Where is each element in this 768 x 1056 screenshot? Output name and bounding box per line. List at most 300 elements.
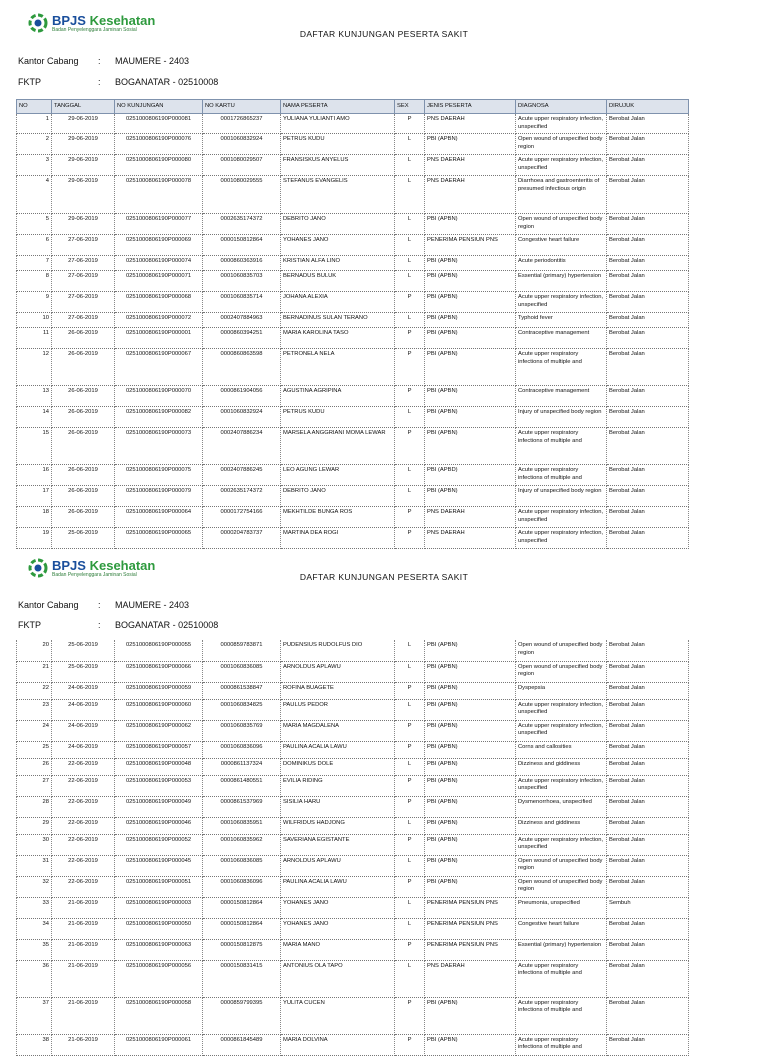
cell-diagnosa: Acute upper respiratory infection, unspecified bbox=[516, 507, 607, 528]
cell-no-kunjungan: 0251000806190P000001 bbox=[115, 328, 203, 349]
cell-diagnosa: Acute upper respiratory infection, unspecified bbox=[516, 528, 607, 549]
cell-tanggal: 22-06-2019 bbox=[52, 876, 115, 897]
cell-dirujuk: Berobat Jalan bbox=[607, 796, 689, 817]
cell-dirujuk: Berobat Jalan bbox=[607, 349, 689, 386]
cell-jenis-peserta: PBI (APBN) bbox=[425, 661, 516, 682]
cell-no-kunjungan: 0251000806190P000074 bbox=[115, 256, 203, 271]
kantor-cabang-label: Kantor Cabang bbox=[18, 56, 79, 66]
cell-nama-peserta: EVILIA RIDING bbox=[281, 775, 395, 796]
cell-nama-peserta: MARIA MAGDALENA bbox=[281, 720, 395, 741]
cell-sex: P bbox=[395, 386, 425, 407]
cell-no-kartu: 0001060836085 bbox=[203, 855, 281, 876]
cell-no-kunjungan: 0251000806190P000068 bbox=[115, 292, 203, 313]
cell-no-kartu: 0001080029507 bbox=[203, 155, 281, 176]
table-row bbox=[17, 876, 689, 897]
table-row bbox=[17, 292, 689, 313]
cell-diagnosa: Open wound of unspecified body region bbox=[516, 855, 607, 876]
cell-no: 35 bbox=[17, 939, 52, 960]
cell-jenis-peserta: PNS DAERAH bbox=[425, 176, 516, 214]
cell-no-kunjungan: 0251000806190P000063 bbox=[115, 939, 203, 960]
table-row bbox=[17, 528, 689, 549]
column-header-diagnosa: DIAGNOSA bbox=[516, 100, 607, 114]
cell-tanggal: 27-06-2019 bbox=[52, 256, 115, 271]
cell-jenis-peserta: PBI (APBN) bbox=[425, 386, 516, 407]
cell-dirujuk: Berobat Jalan bbox=[607, 720, 689, 741]
cell-sex: L bbox=[395, 855, 425, 876]
cell-jenis-peserta: PNS DAERAH bbox=[425, 528, 516, 549]
cell-tanggal: 22-06-2019 bbox=[52, 855, 115, 876]
cell-diagnosa: Acute upper respiratory infections of multiple and bbox=[516, 960, 607, 997]
cell-sex: P bbox=[395, 720, 425, 741]
cell-jenis-peserta: PBI (APBN) bbox=[425, 997, 516, 1034]
column-header-nama-peserta: NAMA PESERTA bbox=[281, 100, 395, 114]
cell-diagnosa: Typhoid fever bbox=[516, 313, 607, 328]
cell-diagnosa: Congestive heart failure bbox=[516, 918, 607, 939]
cell-sex: P bbox=[395, 528, 425, 549]
cell-no-kunjungan: 0251000806190P000076 bbox=[115, 134, 203, 155]
cell-dirujuk: Berobat Jalan bbox=[607, 775, 689, 796]
cell-nama-peserta: PAULINA ACALIA LAWU bbox=[281, 876, 395, 897]
cell-no: 20 bbox=[17, 640, 52, 661]
cell-dirujuk: Berobat Jalan bbox=[607, 235, 689, 256]
fktp-label: FKTP bbox=[18, 620, 42, 630]
cell-tanggal: 22-06-2019 bbox=[52, 796, 115, 817]
cell-jenis-peserta: PBI (APBN) bbox=[425, 741, 516, 758]
cell-tanggal: 26-06-2019 bbox=[52, 328, 115, 349]
table-row bbox=[17, 775, 689, 796]
cell-no: 16 bbox=[17, 465, 52, 486]
cell-no: 31 bbox=[17, 855, 52, 876]
fktp-row bbox=[18, 620, 218, 630]
cell-diagnosa: Essential (primary) hypertension bbox=[516, 939, 607, 960]
logo-name-part2: Kesehatan bbox=[89, 557, 156, 573]
cell-no: 38 bbox=[17, 1034, 52, 1055]
cell-no-kartu: 0002407886245 bbox=[203, 465, 281, 486]
cell-tanggal: 29-06-2019 bbox=[52, 176, 115, 214]
cell-no: 24 bbox=[17, 720, 52, 741]
fktp-value: BOGANATAR - 02510008 bbox=[115, 620, 219, 630]
cell-nama-peserta: BERNADINUS SULAN TERANO bbox=[281, 313, 395, 328]
cell-jenis-peserta: PBI (APBN) bbox=[425, 758, 516, 775]
logo-tagline: Badan Penyelenggara Jaminan Sosial bbox=[52, 26, 137, 33]
cell-no-kunjungan: 0251000806190P000061 bbox=[115, 1034, 203, 1055]
cell-diagnosa: Contraceptive management bbox=[516, 386, 607, 407]
table-row bbox=[17, 661, 689, 682]
cell-sex: L bbox=[395, 817, 425, 834]
cell-jenis-peserta: PENERIMA PENSIUN PNS bbox=[425, 939, 516, 960]
cell-nama-peserta: MARSELA ANGGRIANI MOMA LEWAR bbox=[281, 428, 395, 465]
cell-dirujuk: Berobat Jalan bbox=[607, 661, 689, 682]
cell-no-kunjungan: 0251000806190P000057 bbox=[115, 741, 203, 758]
table-row bbox=[17, 897, 689, 918]
cell-sex: L bbox=[395, 640, 425, 661]
cell-dirujuk: Berobat Jalan bbox=[607, 758, 689, 775]
cell-nama-peserta: YOHANES JANO bbox=[281, 918, 395, 939]
cell-nama-peserta: SISILIA HARU bbox=[281, 796, 395, 817]
cell-dirujuk: Berobat Jalan bbox=[607, 507, 689, 528]
kantor-cabang-separator: : bbox=[98, 56, 101, 66]
cell-no-kunjungan: 0251000806190P000064 bbox=[115, 507, 203, 528]
table-row bbox=[17, 758, 689, 775]
cell-no-kartu: 0000150831415 bbox=[203, 960, 281, 997]
cell-nama-peserta: PETRONELA NELA bbox=[281, 349, 395, 386]
cell-no: 1 bbox=[17, 114, 52, 134]
cell-nama-peserta: STEFANUS EVANGELIS bbox=[281, 176, 395, 214]
cell-nama-peserta: BERNADUS BULUK bbox=[281, 271, 395, 292]
cell-sex: L bbox=[395, 897, 425, 918]
cell-diagnosa: Dizziness and giddiness bbox=[516, 817, 607, 834]
cell-nama-peserta: PETRUS KUDU bbox=[281, 134, 395, 155]
table-row bbox=[17, 1034, 689, 1055]
cell-no-kartu: 0001060835703 bbox=[203, 271, 281, 292]
table-row bbox=[17, 855, 689, 876]
cell-no: 11 bbox=[17, 328, 52, 349]
cell-no: 21 bbox=[17, 661, 52, 682]
cell-no: 22 bbox=[17, 682, 52, 699]
cell-no: 18 bbox=[17, 507, 52, 528]
cell-no-kartu: 0001060834825 bbox=[203, 699, 281, 720]
cell-nama-peserta: PAULINA ACALIA LAWU bbox=[281, 741, 395, 758]
cell-dirujuk: Berobat Jalan bbox=[607, 328, 689, 349]
cell-dirujuk: Berobat Jalan bbox=[607, 876, 689, 897]
cell-tanggal: 27-06-2019 bbox=[52, 271, 115, 292]
cell-diagnosa: Acute upper respiratory infection, unspecified bbox=[516, 114, 607, 134]
cell-sex: P bbox=[395, 876, 425, 897]
table-row bbox=[17, 817, 689, 834]
table-row bbox=[17, 997, 689, 1034]
column-header-no: NO bbox=[17, 100, 52, 114]
cell-sex: P bbox=[395, 428, 425, 465]
cell-no-kunjungan: 0251000806190P000059 bbox=[115, 682, 203, 699]
cell-sex: P bbox=[395, 114, 425, 134]
column-header-no-kartu: NO KARTU bbox=[203, 100, 281, 114]
cell-dirujuk: Berobat Jalan bbox=[607, 386, 689, 407]
cell-no-kunjungan: 0251000806190P000073 bbox=[115, 428, 203, 465]
cell-sex: L bbox=[395, 661, 425, 682]
cell-jenis-peserta: PBI (APBN) bbox=[425, 407, 516, 428]
cell-nama-peserta: DEBRITO JANO bbox=[281, 486, 395, 507]
table-row bbox=[17, 796, 689, 817]
cell-no-kunjungan: 0251000806190P000056 bbox=[115, 960, 203, 997]
cell-jenis-peserta: PBI (APBD) bbox=[425, 465, 516, 486]
cell-sex: L bbox=[395, 960, 425, 997]
cell-jenis-peserta: PBI (APBN) bbox=[425, 834, 516, 855]
kantor-cabang-row bbox=[18, 600, 189, 610]
cell-no-kunjungan: 0251000806190P000081 bbox=[115, 114, 203, 134]
cell-nama-peserta: MARTINA DEA ROGI bbox=[281, 528, 395, 549]
cell-no: 19 bbox=[17, 528, 52, 549]
cell-diagnosa: Acute upper respiratory infection, unspecified bbox=[516, 720, 607, 741]
cell-tanggal: 29-06-2019 bbox=[52, 114, 115, 134]
cell-dirujuk: Berobat Jalan bbox=[607, 682, 689, 699]
cell-no-kunjungan: 0251000806190P000045 bbox=[115, 855, 203, 876]
cell-nama-peserta: WILFRIDUS HADJONG bbox=[281, 817, 395, 834]
cell-dirujuk: Berobat Jalan bbox=[607, 214, 689, 235]
cell-no-kartu: 0000172754166 bbox=[203, 507, 281, 528]
cell-diagnosa: Open wound of unspecified body region bbox=[516, 214, 607, 235]
cell-sex: P bbox=[395, 328, 425, 349]
document-title: DAFTAR KUNJUNGAN PESERTA SAKIT bbox=[299, 29, 469, 39]
cell-no: 4 bbox=[17, 176, 52, 214]
cell-no-kartu: 0001060836085 bbox=[203, 661, 281, 682]
cell-no: 36 bbox=[17, 960, 52, 997]
cell-nama-peserta: ARNOLDUS APLAWU bbox=[281, 661, 395, 682]
cell-diagnosa: Contraceptive management bbox=[516, 328, 607, 349]
cell-no-kartu: 0001060836096 bbox=[203, 741, 281, 758]
cell-no-kunjungan: 0251000806190P000049 bbox=[115, 796, 203, 817]
cell-tanggal: 27-06-2019 bbox=[52, 313, 115, 328]
cell-diagnosa: Acute upper respiratory infections of multiple and bbox=[516, 1034, 607, 1055]
table-row bbox=[17, 428, 689, 465]
cell-no-kartu: 0000860363916 bbox=[203, 256, 281, 271]
cell-dirujuk: Berobat Jalan bbox=[607, 134, 689, 155]
cell-tanggal: 22-06-2019 bbox=[52, 834, 115, 855]
cell-sex: P bbox=[395, 796, 425, 817]
cell-diagnosa: Acute upper respiratory infections of multiple and bbox=[516, 428, 607, 465]
cell-nama-peserta: DEBRITO JANO bbox=[281, 214, 395, 235]
cell-no-kartu: 0000859799395 bbox=[203, 997, 281, 1034]
cell-dirujuk: Berobat Jalan bbox=[607, 699, 689, 720]
cell-dirujuk: Berobat Jalan bbox=[607, 960, 689, 997]
column-header-no-kunjungan: NO KUNJUNGAN bbox=[115, 100, 203, 114]
cell-nama-peserta: ANTONIUS OLA TAPO bbox=[281, 960, 395, 997]
cell-sex: P bbox=[395, 507, 425, 528]
cell-no: 5 bbox=[17, 214, 52, 235]
cell-no-kartu: 0000861845489 bbox=[203, 1034, 281, 1055]
cell-diagnosa: Dysmenorrhoea, unspecified bbox=[516, 796, 607, 817]
column-header-tanggal: TANGGAL bbox=[52, 100, 115, 114]
table-row bbox=[17, 235, 689, 256]
cell-sex: L bbox=[395, 155, 425, 176]
cell-no: 37 bbox=[17, 997, 52, 1034]
cell-tanggal: 25-06-2019 bbox=[52, 528, 115, 549]
cell-no-kartu: 0001060835962 bbox=[203, 834, 281, 855]
cell-dirujuk: Berobat Jalan bbox=[607, 407, 689, 428]
table-row bbox=[17, 939, 689, 960]
cell-no-kartu: 0002407884963 bbox=[203, 313, 281, 328]
cell-diagnosa: Acute upper respiratory infections of multiple and bbox=[516, 465, 607, 486]
cell-dirujuk: Berobat Jalan bbox=[607, 939, 689, 960]
cell-nama-peserta: SAVERIANA EGISTANTE bbox=[281, 834, 395, 855]
cell-no-kunjungan: 0251000806190P000075 bbox=[115, 465, 203, 486]
cell-sex: L bbox=[395, 214, 425, 235]
cell-dirujuk: Berobat Jalan bbox=[607, 817, 689, 834]
cell-sex: L bbox=[395, 486, 425, 507]
cell-nama-peserta: PETRUS KUDU bbox=[281, 407, 395, 428]
cell-dirujuk: Berobat Jalan bbox=[607, 313, 689, 328]
cell-jenis-peserta: PBI (APBN) bbox=[425, 328, 516, 349]
logo-name-part1: BPJS bbox=[52, 12, 86, 28]
cell-diagnosa: Open wound of unspecified body region bbox=[516, 640, 607, 661]
cell-diagnosa: Pneumonia, unspecified bbox=[516, 897, 607, 918]
table-row bbox=[17, 271, 689, 292]
cell-diagnosa: Acute upper respiratory infections of multiple and bbox=[516, 997, 607, 1034]
cell-nama-peserta: MARIA DOLVINA bbox=[281, 1034, 395, 1055]
cell-no-kartu: 0000861538847 bbox=[203, 682, 281, 699]
cell-tanggal: 24-06-2019 bbox=[52, 741, 115, 758]
cell-no: 27 bbox=[17, 775, 52, 796]
cell-jenis-peserta: PBI (APBN) bbox=[425, 855, 516, 876]
table-row bbox=[17, 507, 689, 528]
cell-no-kartu: 0001060832924 bbox=[203, 407, 281, 428]
cell-jenis-peserta: PBI (APBN) bbox=[425, 817, 516, 834]
cell-no-kunjungan: 0251000806190P000050 bbox=[115, 918, 203, 939]
cell-jenis-peserta: PBI (APBN) bbox=[425, 640, 516, 661]
cell-nama-peserta: YOHANES JANO bbox=[281, 897, 395, 918]
cell-no: 28 bbox=[17, 796, 52, 817]
cell-dirujuk: Berobat Jalan bbox=[607, 834, 689, 855]
cell-jenis-peserta: PBI (APBN) bbox=[425, 313, 516, 328]
cell-no-kartu: 0002635174372 bbox=[203, 486, 281, 507]
cell-sex: P bbox=[395, 775, 425, 796]
cell-no-kunjungan: 0251000806190P000055 bbox=[115, 640, 203, 661]
cell-tanggal: 22-06-2019 bbox=[52, 758, 115, 775]
cell-no-kunjungan: 0251000806190P000082 bbox=[115, 407, 203, 428]
table-row bbox=[17, 834, 689, 855]
cell-tanggal: 29-06-2019 bbox=[52, 214, 115, 235]
cell-sex: P bbox=[395, 349, 425, 386]
table-row bbox=[17, 682, 689, 699]
cell-no-kartu: 0000861537969 bbox=[203, 796, 281, 817]
table-row bbox=[17, 465, 689, 486]
cell-nama-peserta: JOHANA ALEXIA bbox=[281, 292, 395, 313]
cell-no-kartu: 0001060835714 bbox=[203, 292, 281, 313]
cell-diagnosa: Open wound of unspecified body region bbox=[516, 661, 607, 682]
cell-no-kartu: 0001060835951 bbox=[203, 817, 281, 834]
cell-tanggal: 27-06-2019 bbox=[52, 292, 115, 313]
cell-dirujuk: Berobat Jalan bbox=[607, 741, 689, 758]
cell-tanggal: 26-06-2019 bbox=[52, 486, 115, 507]
cell-diagnosa: Acute upper respiratory infection, unspecified bbox=[516, 834, 607, 855]
cell-jenis-peserta: PNS DAERAH bbox=[425, 155, 516, 176]
cell-dirujuk: Berobat Jalan bbox=[607, 640, 689, 661]
cell-sex: L bbox=[395, 313, 425, 328]
cell-jenis-peserta: PENERIMA PENSIUN PNS bbox=[425, 918, 516, 939]
cell-no-kunjungan: 0251000806190P000067 bbox=[115, 349, 203, 386]
table-row bbox=[17, 214, 689, 235]
cell-no-kunjungan: 0251000806190P000072 bbox=[115, 313, 203, 328]
cell-tanggal: 21-06-2019 bbox=[52, 960, 115, 997]
column-header-dirujuk: DIRUJUK bbox=[607, 100, 689, 114]
cell-diagnosa: Injury of unspecified body region bbox=[516, 486, 607, 507]
cell-no-kunjungan: 0251000806190P000079 bbox=[115, 486, 203, 507]
cell-diagnosa: Diarrhoea and gastroenteritis of presumed infectious origin bbox=[516, 176, 607, 214]
cell-no-kunjungan: 0251000806190P000046 bbox=[115, 817, 203, 834]
cell-no: 26 bbox=[17, 758, 52, 775]
cell-no-kunjungan: 0251000806190P000071 bbox=[115, 271, 203, 292]
cell-sex: L bbox=[395, 235, 425, 256]
cell-no-kunjungan: 0251000806190P000069 bbox=[115, 235, 203, 256]
cell-tanggal: 21-06-2019 bbox=[52, 997, 115, 1034]
cell-no: 12 bbox=[17, 349, 52, 386]
cell-jenis-peserta: PBI (APBN) bbox=[425, 292, 516, 313]
cell-tanggal: 29-06-2019 bbox=[52, 134, 115, 155]
cell-sex: L bbox=[395, 918, 425, 939]
cell-no: 3 bbox=[17, 155, 52, 176]
cell-no: 9 bbox=[17, 292, 52, 313]
cell-dirujuk: Berobat Jalan bbox=[607, 292, 689, 313]
cell-diagnosa: Open wound of unspecified body region bbox=[516, 134, 607, 155]
cell-dirujuk: Berobat Jalan bbox=[607, 465, 689, 486]
cell-jenis-peserta: PBI (APBN) bbox=[425, 720, 516, 741]
document-title: DAFTAR KUNJUNGAN PESERTA SAKIT bbox=[299, 572, 469, 582]
cell-no-kartu: 0000861904056 bbox=[203, 386, 281, 407]
cell-diagnosa: Dizziness and giddiness bbox=[516, 758, 607, 775]
cell-tanggal: 26-06-2019 bbox=[52, 386, 115, 407]
visit-table-page-2 bbox=[16, 640, 689, 1056]
cell-tanggal: 26-06-2019 bbox=[52, 428, 115, 465]
cell-no-kartu: 0000860394251 bbox=[203, 328, 281, 349]
cell-no-kunjungan: 0251000806190P000070 bbox=[115, 386, 203, 407]
cell-no: 25 bbox=[17, 741, 52, 758]
cell-no-kartu: 0000150812875 bbox=[203, 939, 281, 960]
kantor-cabang-value: MAUMERE - 2403 bbox=[115, 600, 190, 610]
cell-tanggal: 26-06-2019 bbox=[52, 349, 115, 386]
table-row bbox=[17, 114, 689, 134]
cell-diagnosa: Corns and callosities bbox=[516, 741, 607, 758]
cell-no: 17 bbox=[17, 486, 52, 507]
cell-no: 15 bbox=[17, 428, 52, 465]
cell-no-kunjungan: 0251000806190P000051 bbox=[115, 876, 203, 897]
table-row bbox=[17, 741, 689, 758]
cell-sex: L bbox=[395, 134, 425, 155]
cell-no: 13 bbox=[17, 386, 52, 407]
cell-sex: L bbox=[395, 465, 425, 486]
kantor-cabang-separator: : bbox=[98, 600, 101, 610]
cell-jenis-peserta: PBI (APBN) bbox=[425, 214, 516, 235]
cell-dirujuk: Berobat Jalan bbox=[607, 114, 689, 134]
cell-tanggal: 21-06-2019 bbox=[52, 918, 115, 939]
cell-no-kunjungan: 0251000806190P000003 bbox=[115, 897, 203, 918]
cell-jenis-peserta: PBI (APBN) bbox=[425, 1034, 516, 1055]
cell-jenis-peserta: PBI (APBN) bbox=[425, 134, 516, 155]
logo-tagline: Badan Penyelenggara Jaminan Sosial bbox=[52, 571, 137, 578]
table-row bbox=[17, 640, 689, 661]
cell-sex: P bbox=[395, 834, 425, 855]
cell-diagnosa: Congestive heart failure bbox=[516, 235, 607, 256]
cell-no: 6 bbox=[17, 235, 52, 256]
cell-sex: P bbox=[395, 997, 425, 1034]
cell-jenis-peserta: PNS DAERAH bbox=[425, 507, 516, 528]
cell-jenis-peserta: PBI (APBN) bbox=[425, 682, 516, 699]
cell-tanggal: 25-06-2019 bbox=[52, 661, 115, 682]
table-row bbox=[17, 699, 689, 720]
cell-dirujuk: Berobat Jalan bbox=[607, 271, 689, 292]
cell-no-kunjungan: 0251000806190P000060 bbox=[115, 699, 203, 720]
table-row bbox=[17, 349, 689, 386]
cell-tanggal: 25-06-2019 bbox=[52, 640, 115, 661]
cell-no: 23 bbox=[17, 699, 52, 720]
cell-tanggal: 21-06-2019 bbox=[52, 1034, 115, 1055]
table-row bbox=[17, 134, 689, 155]
cell-dirujuk: Berobat Jalan bbox=[607, 176, 689, 214]
column-header-sex: SEX bbox=[395, 100, 425, 114]
cell-no-kartu: 0000204783737 bbox=[203, 528, 281, 549]
cell-dirujuk: Berobat Jalan bbox=[607, 1034, 689, 1055]
cell-diagnosa: Acute upper respiratory infection, unspecified bbox=[516, 775, 607, 796]
cell-no-kunjungan: 0251000806190P000078 bbox=[115, 176, 203, 214]
cell-no: 32 bbox=[17, 876, 52, 897]
table-row bbox=[17, 328, 689, 349]
cell-dirujuk: Berobat Jalan bbox=[607, 486, 689, 507]
cell-dirujuk: Berobat Jalan bbox=[607, 997, 689, 1034]
cell-diagnosa: Injury of unspecified body region bbox=[516, 407, 607, 428]
cell-diagnosa: Acute upper respiratory infections of multiple and bbox=[516, 349, 607, 386]
cell-dirujuk: Berobat Jalan bbox=[607, 528, 689, 549]
cell-dirujuk: Berobat Jalan bbox=[607, 155, 689, 176]
cell-no: 2 bbox=[17, 134, 52, 155]
cell-diagnosa: Dyspepsia bbox=[516, 682, 607, 699]
